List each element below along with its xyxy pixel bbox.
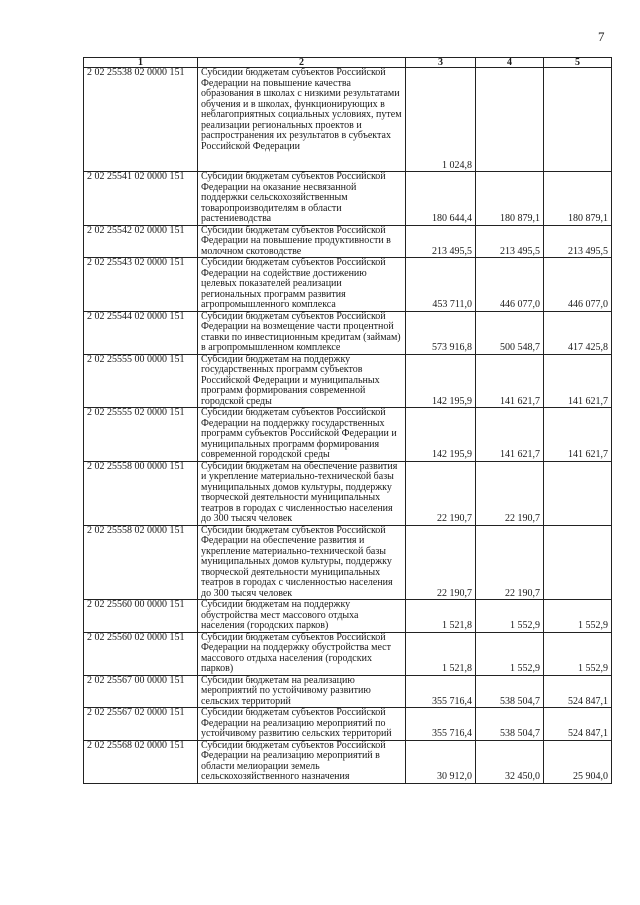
row-value-4: 538 504,7 <box>476 708 544 741</box>
row-code: 2 02 25543 02 0000 151 <box>84 258 198 312</box>
row-code: 2 02 25555 02 0000 151 <box>84 408 198 462</box>
row-code: 2 02 25558 00 0000 151 <box>84 461 198 525</box>
row-code: 2 02 25544 02 0000 151 <box>84 311 198 354</box>
column-header-3: 3 <box>406 58 476 68</box>
row-description: Субсидии бюджетам субъектов Российской Федерации на повышение продуктивности в молочном скотоводстве <box>198 225 406 258</box>
row-value-4: 538 504,7 <box>476 675 544 708</box>
table-row <box>84 740 612 783</box>
row-value-5: 1 552,9 <box>544 600 612 633</box>
row-value-4: 446 077,0 <box>476 258 544 312</box>
row-value-5: 524 847,1 <box>544 675 612 708</box>
row-value-4: 1 552,9 <box>476 600 544 633</box>
row-value-3: 213 495,5 <box>406 225 476 258</box>
row-value-3: 573 916,8 <box>406 311 476 354</box>
row-value-4: 141 621,7 <box>476 354 544 408</box>
row-value-4: 22 190,7 <box>476 525 544 600</box>
table-row <box>84 311 612 354</box>
row-value-5: 417 425,8 <box>544 311 612 354</box>
row-value-3: 1 024,8 <box>406 68 476 172</box>
row-code: 2 02 25560 00 0000 151 <box>84 600 198 633</box>
row-value-5: 524 847,1 <box>544 708 612 741</box>
row-value-4 <box>476 68 544 172</box>
row-description: Субсидии бюджетам субъектов Российской Федерации на поддержку обустройства мест массового отдыха населения (городских парков) <box>198 632 406 675</box>
row-description: Субсидии бюджетам субъектов Российской Федерации на реализацию мероприятий по устойчивому развитию сельских территорий <box>198 708 406 741</box>
row-value-5 <box>544 461 612 525</box>
column-header-5: 5 <box>544 58 612 68</box>
table-row <box>84 172 612 226</box>
row-code: 2 02 25555 00 0000 151 <box>84 354 198 408</box>
row-value-5: 141 621,7 <box>544 408 612 462</box>
table-row <box>84 225 612 258</box>
row-description: Субсидии бюджетам на обеспечение развития и укрепление материально-технической базы муниципальных домов культуры, поддержку творческой деятельности муниципальных театров в городах с численностью населения до 300 тысяч человек <box>198 461 406 525</box>
row-value-4: 180 879,1 <box>476 172 544 226</box>
row-value-3: 453 711,0 <box>406 258 476 312</box>
row-value-3: 22 190,7 <box>406 525 476 600</box>
table-row <box>84 258 612 312</box>
row-value-5: 180 879,1 <box>544 172 612 226</box>
row-code: 2 02 25567 00 0000 151 <box>84 675 198 708</box>
row-value-4: 22 190,7 <box>476 461 544 525</box>
row-code: 2 02 25542 02 0000 151 <box>84 225 198 258</box>
row-code: 2 02 25567 02 0000 151 <box>84 708 198 741</box>
row-description: Субсидии бюджетам на поддержку обустройства мест массового отдыха населения (городских парков) <box>198 600 406 633</box>
row-description: Субсидии бюджетам на поддержку государственных программ субъектов Российской Федерации и муниципальных программ формирования современной городской среды <box>198 354 406 408</box>
row-value-3: 355 716,4 <box>406 708 476 741</box>
column-header-1: 1 <box>84 58 198 68</box>
budget-table <box>83 57 612 784</box>
row-value-3: 1 521,8 <box>406 632 476 675</box>
row-value-4: 32 450,0 <box>476 740 544 783</box>
table-row <box>84 461 612 525</box>
column-header-4: 4 <box>476 58 544 68</box>
row-value-5: 213 495,5 <box>544 225 612 258</box>
table-body <box>84 68 612 784</box>
row-description: Субсидии бюджетам субъектов Российской Федерации на реализацию мероприятий в области мелиорации земель сельскохозяйственного назначения <box>198 740 406 783</box>
row-value-3: 1 521,8 <box>406 600 476 633</box>
row-value-4: 213 495,5 <box>476 225 544 258</box>
row-value-3: 22 190,7 <box>406 461 476 525</box>
row-value-5: 1 552,9 <box>544 632 612 675</box>
table-row <box>84 68 612 172</box>
row-description: Субсидии бюджетам субъектов Российской Федерации на содействие достижению целевых показателей реализации региональных программ развития агропромышленного комплекса <box>198 258 406 312</box>
row-value-4: 141 621,7 <box>476 408 544 462</box>
table-row <box>84 708 612 741</box>
row-value-3: 355 716,4 <box>406 675 476 708</box>
row-value-5: 446 077,0 <box>544 258 612 312</box>
row-code: 2 02 25558 02 0000 151 <box>84 525 198 600</box>
row-description: Субсидии бюджетам на реализацию мероприятий по устойчивому развитию сельских территорий <box>198 675 406 708</box>
table-row <box>84 632 612 675</box>
row-value-3: 142 195,9 <box>406 354 476 408</box>
row-value-5 <box>544 68 612 172</box>
row-value-3: 180 644,4 <box>406 172 476 226</box>
page-number: 7 <box>598 29 605 44</box>
column-header-2: 2 <box>198 58 406 68</box>
table-row <box>84 354 612 408</box>
row-description: Субсидии бюджетам субъектов Российской Федерации на возмещение части процентной ставки по инвестиционным кредитам (займам) в агропромышленном комплексе <box>198 311 406 354</box>
row-value-5: 25 904,0 <box>544 740 612 783</box>
row-description: Субсидии бюджетам субъектов Российской Федерации на оказание несвязанной поддержки сельскохозяйственным товаропроизводителям в области растениеводства <box>198 172 406 226</box>
row-code: 2 02 25560 02 0000 151 <box>84 632 198 675</box>
row-value-4: 1 552,9 <box>476 632 544 675</box>
row-value-3: 30 912,0 <box>406 740 476 783</box>
table-row <box>84 600 612 633</box>
row-description: Субсидии бюджетам субъектов Российской Федерации на обеспечение развития и укрепление материально-технической базы муниципальных домов культуры, поддержку творческой деятельности муниципальных театров в городах с численностью населения до 300 тысяч человек <box>198 525 406 600</box>
table-header-row <box>84 58 612 68</box>
row-code: 2 02 25541 02 0000 151 <box>84 172 198 226</box>
row-description: Субсидии бюджетам субъектов Российской Федерации на повышение качества образования в школах с низкими результатами обучения и в школах, функционирующих в неблагоприятных социальных условиях, путем реализации региональных проектов и распространения их результатов в субъектах Российской Федерации <box>198 68 406 172</box>
row-value-4: 500 548,7 <box>476 311 544 354</box>
table-row <box>84 675 612 708</box>
row-code: 2 02 25568 02 0000 151 <box>84 740 198 783</box>
row-value-5: 141 621,7 <box>544 354 612 408</box>
row-description: Субсидии бюджетам субъектов Российской Федерации на поддержку государственных программ субъектов Российской Федерации и муниципальных программ формирования современной городской среды <box>198 408 406 462</box>
table-row <box>84 408 612 462</box>
row-code: 2 02 25538 02 0000 151 <box>84 68 198 172</box>
table-row <box>84 525 612 600</box>
row-value-3: 142 195,9 <box>406 408 476 462</box>
row-value-5 <box>544 525 612 600</box>
